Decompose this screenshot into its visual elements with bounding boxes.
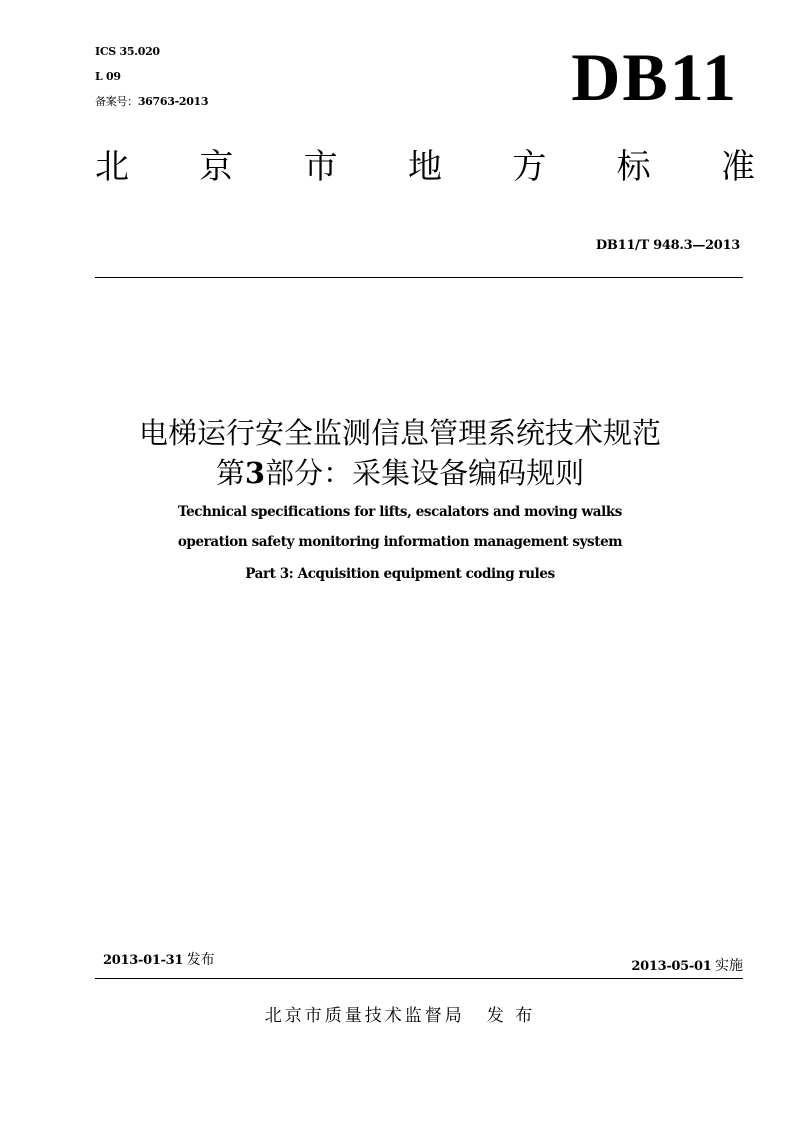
title-en-line2: operation safety monitoring information management system — [177, 534, 623, 550]
standard-level — [95, 144, 755, 190]
publish-label: 发布 — [186, 952, 215, 968]
standard-level-char: 市 — [303, 147, 338, 187]
ics-code: ICS 35.020 — [95, 45, 160, 58]
issuer-line — [0, 1004, 800, 1028]
title-cn-part-number: 3 — [244, 456, 266, 490]
record-number-line — [95, 95, 208, 109]
implement-label: 实施 — [715, 958, 743, 974]
record-number: 36763-2013 — [137, 95, 209, 108]
issuer-name: 北京市质量技术监督局 — [264, 1006, 465, 1026]
publish-date-line — [103, 950, 215, 971]
title-en-line1: Technical specifications for lifts, escalators and moving walks — [177, 504, 622, 520]
db-code: DB11 — [571, 39, 738, 115]
standard-number: DB11/T 948.3—2013 — [595, 238, 740, 253]
record-number-label: 备案号： — [95, 95, 138, 108]
standard-level-char: 地 — [407, 147, 442, 187]
implement-date: 2013-05-01 — [631, 959, 712, 974]
standard-level-char: 京 — [199, 147, 234, 187]
standard-level-char: 北 — [95, 147, 129, 187]
title-cn-line2 — [0, 454, 800, 492]
title-cn-line1: 电梯运行安全监测信息管理系统技术规范 — [138, 416, 661, 450]
ccs-code: L 09 — [95, 70, 121, 83]
standard-level-char: 方 — [512, 147, 547, 187]
header-divider — [95, 277, 743, 278]
implement-date-line — [631, 956, 743, 977]
footer-divider — [95, 978, 743, 979]
standard-level-char: 标 — [616, 147, 651, 187]
standard-level-char: 准 — [720, 147, 755, 187]
title-en-line3: Part 3: Acquisition equipment coding rules — [245, 566, 555, 582]
title-cn-part-suffix: 部分：采集设备编码规则 — [265, 456, 585, 490]
issuer-action: 发 布 — [486, 1006, 536, 1026]
title-cn-part-prefix: 第 — [215, 456, 245, 490]
publish-date: 2013-01-31 — [103, 953, 184, 968]
